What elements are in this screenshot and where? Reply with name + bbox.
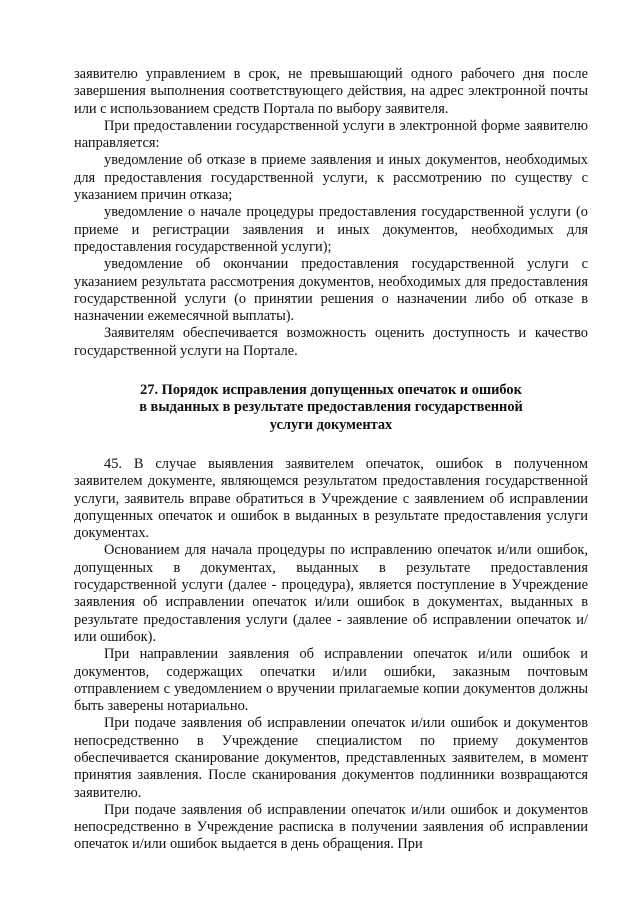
paragraph-45: 45. В случае выявления заявителем опечаток, ошибок в полученном заявителем документе, являющемся результатом предоставления государственной услуги, заявитель вправе обратиться в Учреждение с заявлением об исправлении допущенных опечаток и ошибок в выданных в результате предоставления услуги документах. xyxy=(74,455,588,542)
paragraph-procedure-basis: Основанием для начала процедуры по исправлению опечаток и/или ошибок, допущенных в документах, выданных в результате предоставления государственной услуги (далее - процедура), является поступление в Учреждение заявления об исправлении опечаток и/или ошибок в документах, выданных в результате предоставления услуги (далее - заявление об исправлении опечаток и/или ошибок). xyxy=(74,542,588,645)
paragraph-start-notice: уведомление о начале процедуры предоставления государственной услуги (о приеме и регистрации заявления и иных документов, необходимых для предоставления государственной услуги); xyxy=(74,204,588,255)
section-heading-line-3: услуги документах xyxy=(269,416,393,433)
document-page xyxy=(74,66,588,854)
paragraph-electronic-form: При предоставлении государственной услуги в электронной форме заявителю направляется: xyxy=(74,117,588,152)
paragraph-quality-rating: Заявителям обеспечивается возможность оценить доступность и качество государственной услуги на Портале. xyxy=(74,325,588,359)
paragraph-postal-submission: При направлении заявления об исправлении опечаток и/или ошибок и документов, содержащих опечатки и/или ошибки, заказным почтовым отправлением с уведомлением о вручении прилагаемые копии документов должны быть заверены нотариально. xyxy=(74,646,588,715)
section-heading xyxy=(74,382,588,434)
section-heading-line-2: в выданных в результате предоставления государственной xyxy=(139,399,523,416)
paragraph-receipt: При подаче заявления об исправлении опечаток и/или ошибок и документов непосредственно в Учреждение расписка в получении заявления об исправлении опечаток и/или ошибок выдается в день обращения. При xyxy=(74,801,588,853)
section-heading-line-1: 27. Порядок исправления допущенных опечаток и ошибок xyxy=(140,382,522,399)
paragraph-end-notice: уведомление об окончании предоставления государственной услуги с указанием результата рассмотрения документов, необходимых для предоставления государственной услуги (о принятии решения о назначении либо об отказе в назначении ежемесячной выплаты). xyxy=(74,256,588,325)
paragraph-continuation: заявителю управлением в срок, не превышающий одного рабочего дня после завершения выполнения соответствующего действия, на адрес электронной почты или с использованием средств Портала по выбору заявителя. xyxy=(74,66,588,117)
paragraph-direct-submission: При подаче заявления об исправлении опечаток и/или ошибок и документов непосредственно в Учреждение специалистом по приему документов обеспечивается сканирование документов, представленных заявителем, в момент принятия заявления. После сканирования документов подлинники возвращаются заявителю. xyxy=(74,715,588,801)
paragraph-refusal-notice: уведомление об отказе в приеме заявления и иных документов, необходимых для предоставления государственной услуги, к рассмотрению по существу с указанием причин отказа; xyxy=(74,152,588,204)
